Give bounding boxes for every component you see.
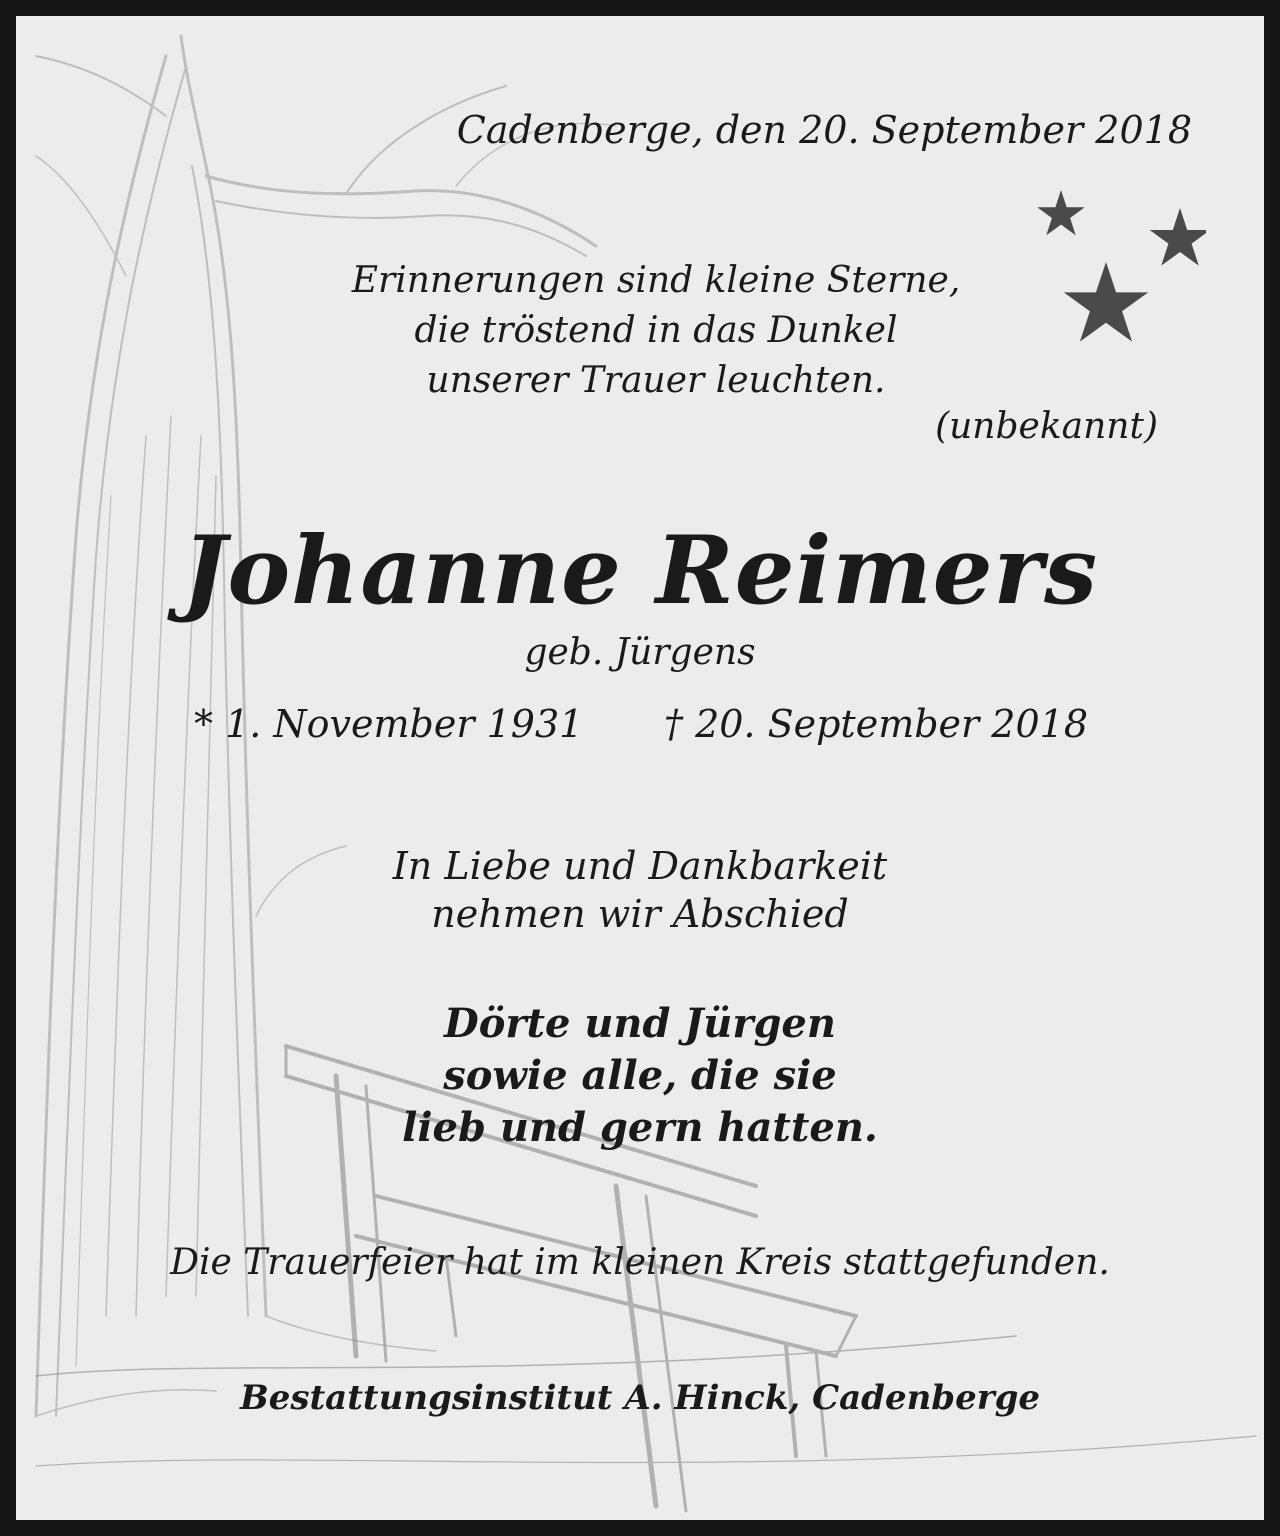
ceremony-note: Die Trauerfeier hat im kleinen Kreis stattgefunden. — [170, 1242, 1110, 1283]
place-date: Cadenberge, den 20. September 2018 — [456, 108, 1192, 152]
birth-date: * 1. November 1931 — [194, 702, 584, 746]
three-stars-icon — [1016, 184, 1206, 364]
mourners-line: Dörte und Jürgen — [444, 1000, 836, 1047]
farewell-line: In Liebe und Dankbarkeit — [392, 844, 888, 888]
mourners — [16, 998, 1264, 1154]
farewell-line: nehmen wir Abschied — [431, 892, 849, 936]
death-date: † 20. September 2018 — [664, 702, 1088, 746]
mourners-line: lieb und gern hatten. — [402, 1104, 878, 1151]
farewell-text — [16, 842, 1264, 938]
deceased-name: Johanne Reimers — [182, 516, 1098, 626]
maiden-name: geb. Jürgens — [524, 632, 756, 673]
quote-line: unserer Trauer leuchten. — [426, 360, 886, 401]
quote-attribution: (unbekannt) — [935, 406, 1158, 447]
memorial-quote — [286, 256, 1026, 406]
quote-line: Erinnerungen sind kleine Sterne, — [351, 260, 961, 301]
quote-line: die tröstend in das Dunkel — [414, 310, 898, 351]
funeral-home: Bestattungsinstitut A. Hinck, Cadenberge — [239, 1378, 1041, 1418]
mourners-line: sowie alle, die sie — [443, 1052, 837, 1099]
